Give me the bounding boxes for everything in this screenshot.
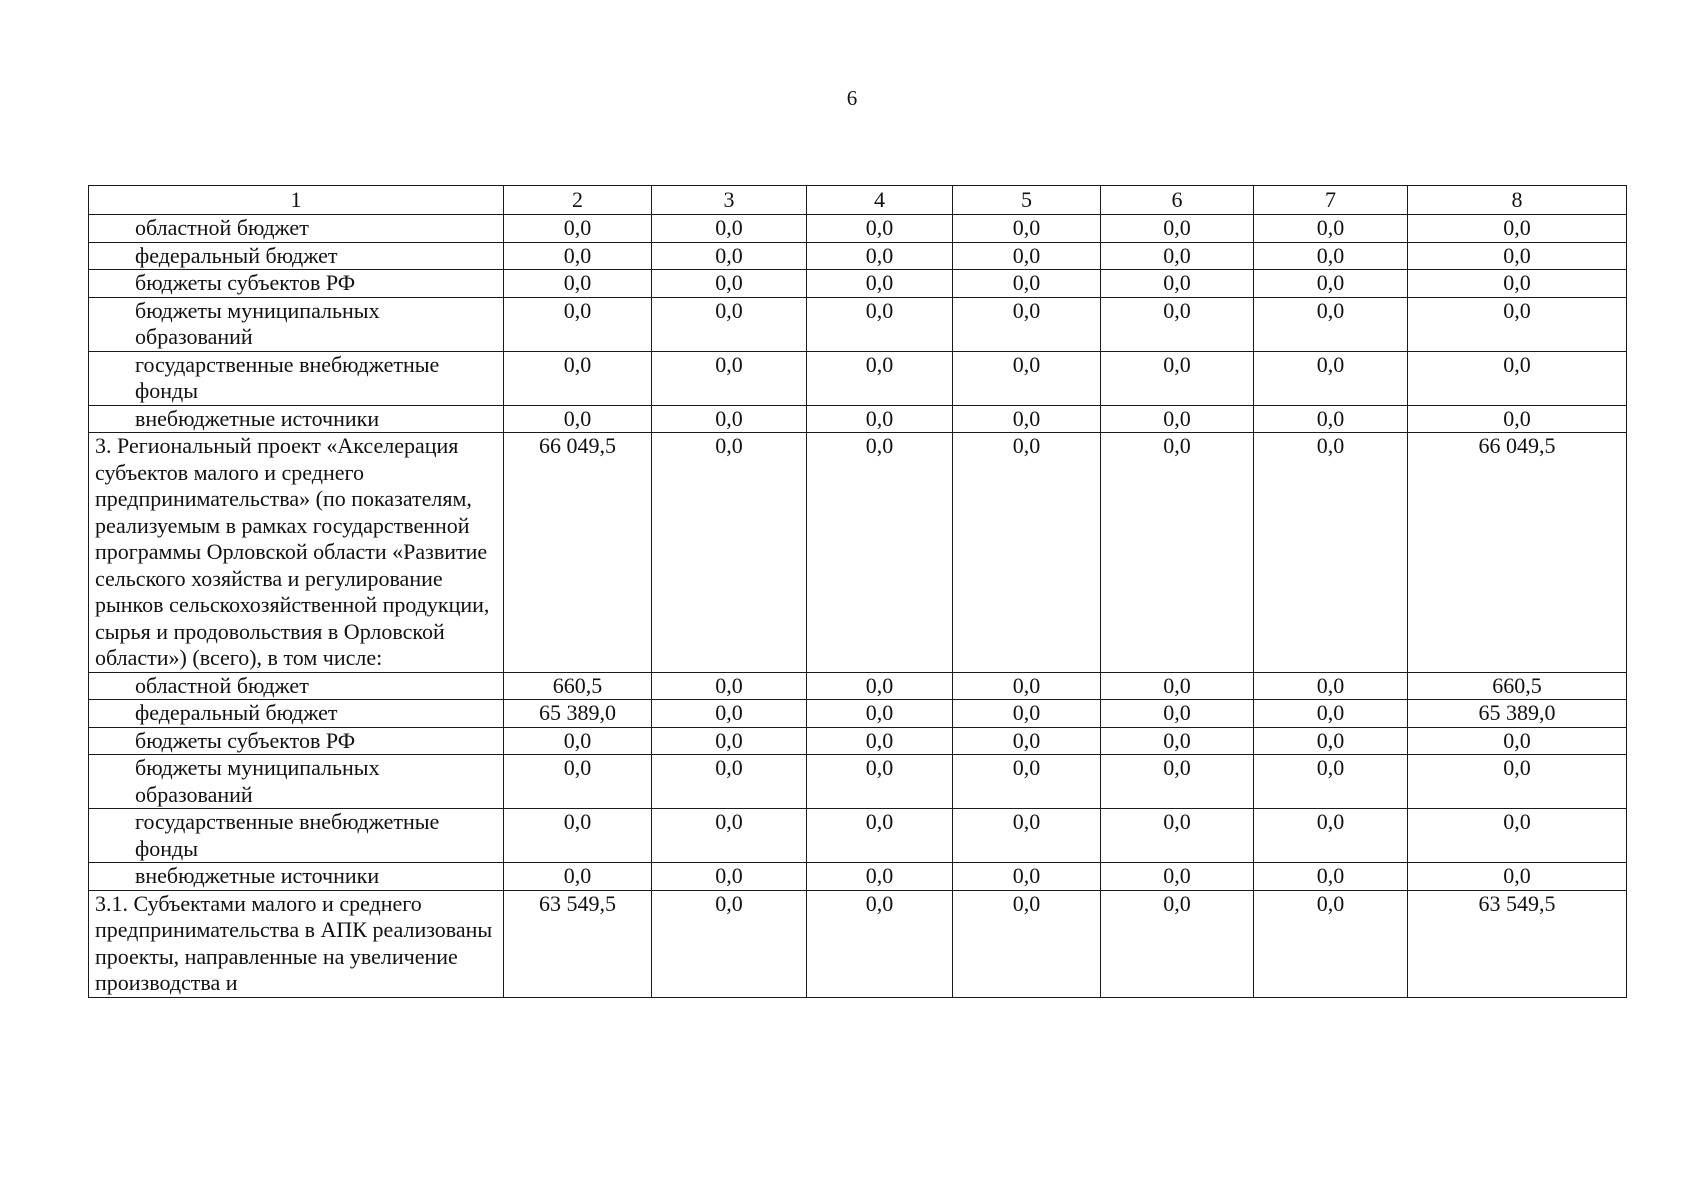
value-cell: 0,0 (1254, 351, 1408, 405)
value-cell: 0,0 (1254, 672, 1408, 700)
budget-table (88, 185, 1627, 998)
value-cell: 0,0 (652, 672, 807, 700)
value-cell: 0,0 (1408, 297, 1627, 351)
table-row (89, 755, 1627, 809)
table-row (89, 809, 1627, 863)
value-cell: 0,0 (652, 405, 807, 433)
value-cell: 0,0 (953, 863, 1101, 891)
table-row (89, 700, 1627, 728)
value-cell: 65 389,0 (1408, 700, 1627, 728)
value-cell: 0,0 (1254, 242, 1408, 270)
value-cell: 0,0 (652, 215, 807, 243)
table-row (89, 727, 1627, 755)
value-cell: 0,0 (953, 242, 1101, 270)
value-cell: 0,0 (504, 755, 652, 809)
value-cell: 0,0 (1101, 405, 1254, 433)
value-cell: 0,0 (504, 863, 652, 891)
row-label: внебюджетные источники (89, 405, 504, 433)
value-cell: 0,0 (953, 809, 1101, 863)
table-row (89, 215, 1627, 243)
value-cell: 0,0 (652, 727, 807, 755)
value-cell: 0,0 (1408, 270, 1627, 298)
value-cell: 0,0 (504, 809, 652, 863)
table-header-row (89, 186, 1627, 215)
table-row (89, 270, 1627, 298)
row-label: бюджеты муниципальных образований (89, 297, 504, 351)
value-cell: 0,0 (652, 242, 807, 270)
value-cell: 0,0 (1408, 242, 1627, 270)
value-cell: 63 549,5 (504, 890, 652, 997)
value-cell: 63 549,5 (1408, 890, 1627, 997)
value-cell: 0,0 (504, 297, 652, 351)
table-row (89, 672, 1627, 700)
value-cell: 0,0 (953, 672, 1101, 700)
page-number: 6 (846, 86, 858, 110)
value-cell: 0,0 (652, 270, 807, 298)
value-cell: 0,0 (652, 863, 807, 891)
value-cell: 0,0 (1254, 297, 1408, 351)
value-cell: 0,0 (1254, 863, 1408, 891)
value-cell: 0,0 (1101, 270, 1254, 298)
row-label: федеральный бюджет (89, 700, 504, 728)
value-cell: 0,0 (1254, 405, 1408, 433)
value-cell: 0,0 (1101, 242, 1254, 270)
value-cell: 0,0 (1408, 727, 1627, 755)
value-cell: 0,0 (1101, 809, 1254, 863)
column-header: 8 (1408, 186, 1627, 215)
value-cell: 660,5 (504, 672, 652, 700)
value-cell: 0,0 (807, 809, 953, 863)
table-row (89, 351, 1627, 405)
value-cell: 0,0 (1408, 405, 1627, 433)
table-row (89, 890, 1627, 997)
value-cell: 0,0 (652, 297, 807, 351)
value-cell: 0,0 (504, 351, 652, 405)
value-cell: 0,0 (807, 863, 953, 891)
value-cell: 0,0 (807, 672, 953, 700)
value-cell: 0,0 (953, 890, 1101, 997)
value-cell: 0,0 (1254, 755, 1408, 809)
value-cell: 0,0 (807, 755, 953, 809)
value-cell: 0,0 (1101, 755, 1254, 809)
value-cell: 0,0 (1101, 863, 1254, 891)
value-cell: 0,0 (504, 270, 652, 298)
column-header: 5 (953, 186, 1101, 215)
value-cell: 0,0 (953, 755, 1101, 809)
value-cell: 0,0 (807, 700, 953, 728)
value-cell: 0,0 (807, 727, 953, 755)
row-label: бюджеты муниципальных образований (89, 755, 504, 809)
value-cell: 0,0 (1101, 700, 1254, 728)
value-cell: 0,0 (1254, 215, 1408, 243)
value-cell: 0,0 (1101, 433, 1254, 673)
value-cell: 0,0 (953, 351, 1101, 405)
column-header: 7 (1254, 186, 1408, 215)
value-cell: 0,0 (953, 700, 1101, 728)
value-cell: 0,0 (807, 215, 953, 243)
row-label: федеральный бюджет (89, 242, 504, 270)
value-cell: 0,0 (1101, 727, 1254, 755)
value-cell: 66 049,5 (1408, 433, 1627, 673)
value-cell: 0,0 (807, 242, 953, 270)
value-cell: 0,0 (953, 297, 1101, 351)
table-row (89, 433, 1627, 673)
table-row (89, 405, 1627, 433)
row-label: 3.1. Субъектами малого и среднего предпринимательства в АПК реализованы проекты, направленные на увеличение производства и (89, 890, 504, 997)
value-cell: 0,0 (504, 215, 652, 243)
table-row (89, 242, 1627, 270)
table-row (89, 297, 1627, 351)
value-cell: 0,0 (1408, 215, 1627, 243)
value-cell: 0,0 (652, 755, 807, 809)
column-header: 4 (807, 186, 953, 215)
column-header: 3 (652, 186, 807, 215)
value-cell: 0,0 (1101, 297, 1254, 351)
row-label: областной бюджет (89, 672, 504, 700)
value-cell: 0,0 (807, 297, 953, 351)
value-cell: 0,0 (953, 433, 1101, 673)
value-cell: 0,0 (1254, 727, 1408, 755)
row-label: внебюджетные источники (89, 863, 504, 891)
value-cell: 0,0 (1254, 809, 1408, 863)
value-cell: 0,0 (953, 727, 1101, 755)
value-cell: 0,0 (807, 890, 953, 997)
value-cell: 0,0 (652, 700, 807, 728)
value-cell: 0,0 (652, 351, 807, 405)
value-cell: 0,0 (807, 405, 953, 433)
row-label: бюджеты субъектов РФ (89, 727, 504, 755)
row-label: областной бюджет (89, 215, 504, 243)
row-label: бюджеты субъектов РФ (89, 270, 504, 298)
value-cell: 66 049,5 (504, 433, 652, 673)
value-cell: 0,0 (1408, 755, 1627, 809)
value-cell: 0,0 (1101, 351, 1254, 405)
value-cell: 0,0 (1101, 890, 1254, 997)
row-label: государственные внебюджетные фонды (89, 809, 504, 863)
value-cell: 0,0 (1254, 433, 1408, 673)
value-cell: 0,0 (1254, 270, 1408, 298)
row-label: государственные внебюджетные фонды (89, 351, 504, 405)
table-row (89, 863, 1627, 891)
value-cell: 0,0 (1408, 863, 1627, 891)
column-header: 6 (1101, 186, 1254, 215)
value-cell: 0,0 (807, 270, 953, 298)
value-cell: 0,0 (504, 242, 652, 270)
value-cell: 0,0 (1408, 809, 1627, 863)
value-cell: 660,5 (1408, 672, 1627, 700)
row-label: 3. Региональный проект «Акселерация субъектов малого и среднего предпринимательства» (по показателям, реализуемым в рамках государственной программы Орловской области «Развитие сельского хозяйства и регулирование рынков сельскохозяйственной продукции, сырья и продовольствия в Орловской области») (всего), в том числе: (89, 433, 504, 673)
column-header: 2 (504, 186, 652, 215)
value-cell: 0,0 (652, 890, 807, 997)
value-cell: 65 389,0 (504, 700, 652, 728)
value-cell: 0,0 (652, 809, 807, 863)
value-cell: 0,0 (953, 405, 1101, 433)
value-cell: 0,0 (504, 727, 652, 755)
value-cell: 0,0 (1101, 672, 1254, 700)
value-cell: 0,0 (652, 433, 807, 673)
value-cell: 0,0 (807, 433, 953, 673)
value-cell: 0,0 (953, 215, 1101, 243)
column-header: 1 (89, 186, 504, 215)
value-cell: 0,0 (1254, 700, 1408, 728)
value-cell: 0,0 (953, 270, 1101, 298)
value-cell: 0,0 (1408, 351, 1627, 405)
value-cell: 0,0 (1254, 890, 1408, 997)
value-cell: 0,0 (504, 405, 652, 433)
value-cell: 0,0 (1101, 215, 1254, 243)
value-cell: 0,0 (807, 351, 953, 405)
